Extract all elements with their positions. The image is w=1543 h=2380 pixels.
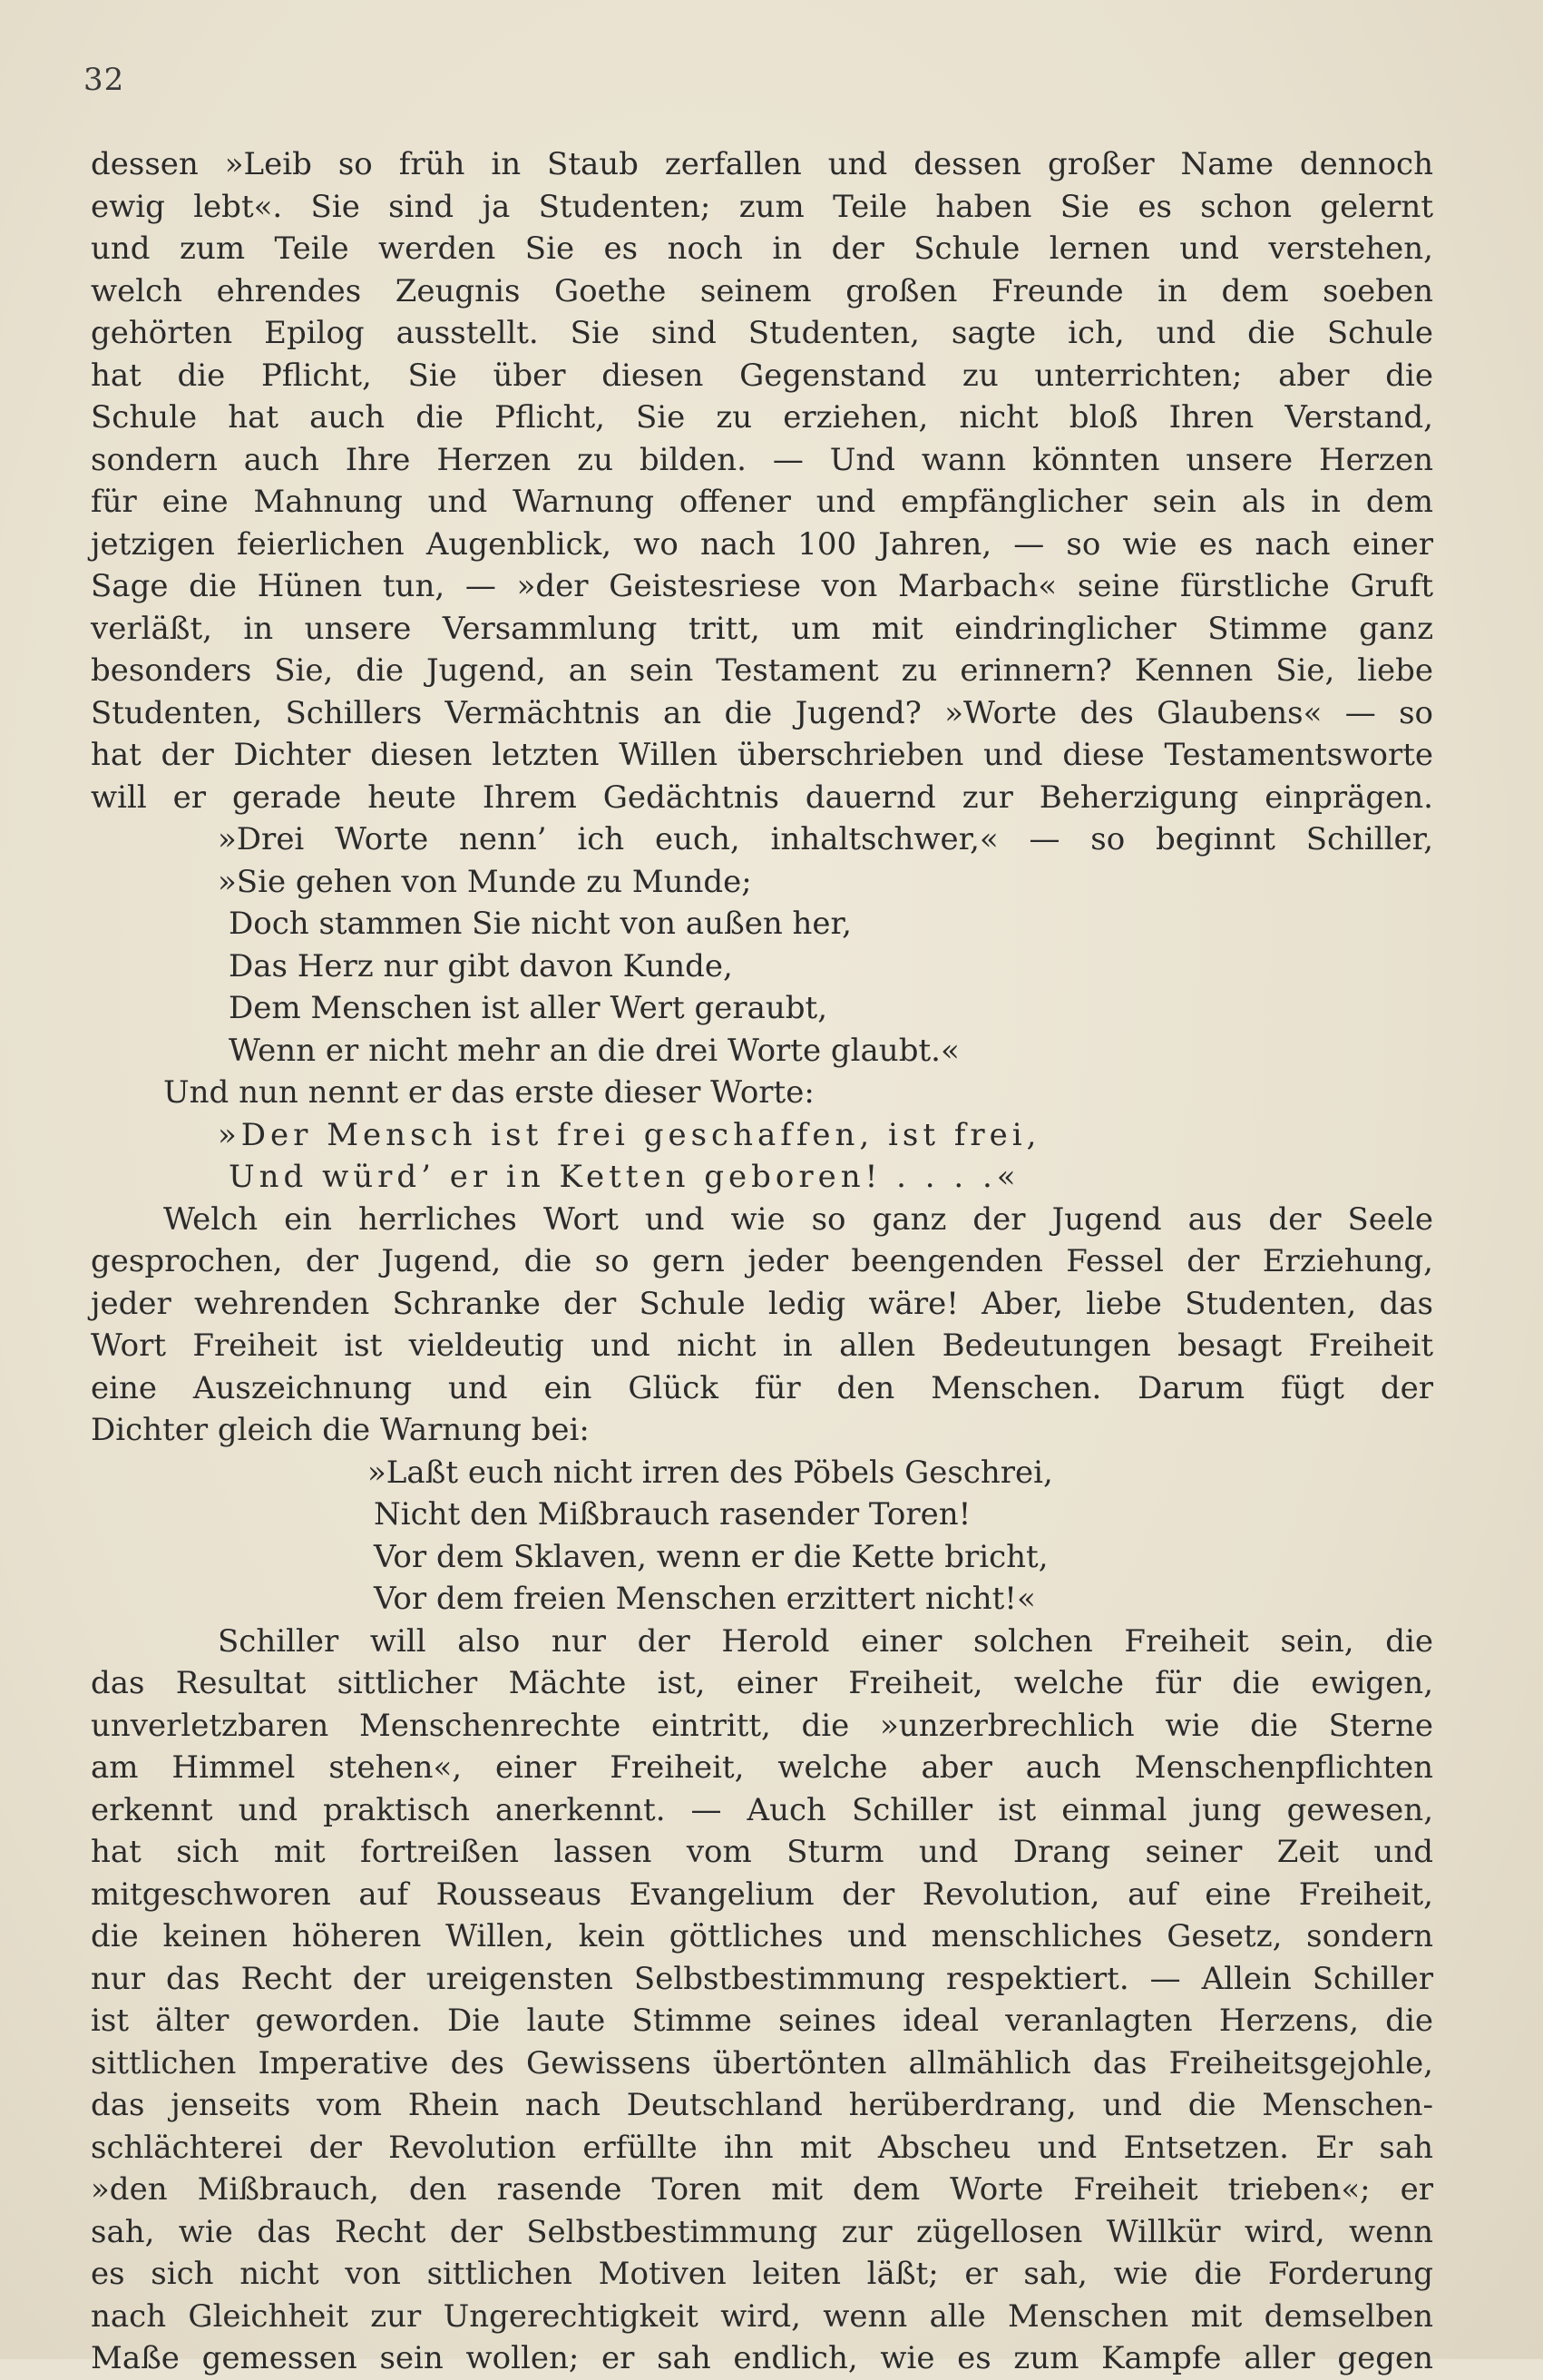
text-line: »den Mißbrauch, den rasende Toren mit dem Worte Freiheit trieben«; er [91, 2171, 1433, 2208]
text-line: ewig lebt«. Sie sind ja Studenten; zum Teile haben Sie es schon gelernt [91, 188, 1433, 225]
verse-line: Wenn er nicht mehr an die drei Worte glaubt.« [229, 1032, 960, 1069]
text-line: gesprochen, der Jugend, die so gern jeder beengenden Fessel der Erziehung, [91, 1243, 1433, 1279]
text-line: Studenten, Schillers Vermächtnis an die Jugend? »Worte des Glaubens« — so [91, 694, 1433, 731]
text-line: eine Auszeichnung und ein Glück für den Menschen. Darum fügt der [91, 1369, 1433, 1406]
text-line: nach Gleichheit zur Ungerechtigkeit wird, wenn alle Menschen mit demselben [91, 2297, 1433, 2335]
text-line: Schule hat auch die Pflicht, Sie zu erziehen, nicht bloß Ihren Verstand, [91, 399, 1433, 436]
text-line: Schiller will also nur der Herold einer solchen Freiheit sein, die [218, 1622, 1433, 1660]
text-line: gehörten Epilog ausstellt. Sie sind Studenten, sagte ich, und die Schule [91, 315, 1433, 351]
text-line: will er gerade heute Ihrem Gedächtnis dauernd zur Beherzigung einprägen. [91, 779, 1433, 816]
text-line: nur das Recht der ureigensten Selbstbestimmung respektiert. — Allein Schiller [91, 1960, 1433, 1997]
text-line: erkennt und praktisch anerkennt. — Auch Schiller ist einmal jung gewesen, [91, 1791, 1433, 1828]
text-line: mitgeschworen auf Rousseaus Evangelium der Revolution, auf eine Freiheit, [91, 1876, 1433, 1913]
text-line: hat der Dichter diesen letzten Willen überschrieben und diese Testamentsworte [91, 737, 1433, 773]
text-line: es sich nicht von sittlichen Motiven leiten läßt; er sah, wie die Forderung [91, 2256, 1433, 2292]
verse-line: »Sie gehen von Munde zu Munde; [218, 863, 752, 900]
text-line: verläßt, in unsere Versammlung tritt, um mit eindringlicher Stimme ganz [91, 610, 1433, 647]
text-line: Welch ein herrliches Wort und wie so ganz der Jugend aus der Seele [163, 1200, 1433, 1238]
text-line: Maße gemessen sein wollen; er sah endlich, wie es zum Kampfe aller gegen [91, 2340, 1433, 2376]
verse-line: Das Herz nur gibt davon Kunde, [229, 947, 733, 984]
page-number: 32 [83, 62, 125, 98]
text-line: hat sich mit fortreißen lassen vom Sturm und Drang seiner Zeit und [91, 1834, 1433, 1870]
text-line: das Resultat sittlicher Mächte ist, einer Freiheit, welche für die ewigen, [91, 1665, 1433, 1701]
text-line: hat die Pflicht, Sie über diesen Gegenstand zu unterrichten; aber die [91, 357, 1433, 394]
text-line: unverletzbaren Menschenrechte eintritt, die »unzerbrechlich wie die Sterne [91, 1707, 1433, 1744]
text-line: besonders Sie, die Jugend, an sein Testament zu erinnern? Kennen Sie, liebe [91, 652, 1433, 689]
text-line: und zum Teile werden Sie es noch in der Schule lernen und verstehen, [91, 230, 1433, 267]
text-line: am Himmel stehen«, einer Freiheit, welche aber auch Menschenpflichten [91, 1749, 1433, 1786]
quote-intro-line: Und nun nennt er das erste dieser Worte: [163, 1074, 815, 1111]
verse-intro-line: »Drei Worte nenn’ ich euch, inhaltschwer,« — so beginnt Schiller, [218, 821, 1433, 857]
verse-line: Nicht den Mißbrauch rasender Toren! [374, 1496, 972, 1533]
text-line: das jenseits vom Rhein nach Deutschland herüberdrang, und die Menschen- [91, 2087, 1433, 2123]
verse-line: Dem Menschen ist aller Wert geraubt, [229, 990, 828, 1026]
text-line: sondern auch Ihre Herzen zu bilden. — Und wann könnten unsere Herzen [91, 441, 1433, 478]
text-line: dessen »Leib so früh in Staub zerfallen und dessen großer Name dennoch [91, 146, 1433, 182]
text-line: schlächterei der Revolution erfüllte ihn mit Abscheu und Entsetzen. Er sah [91, 2129, 1433, 2166]
verse-line: »Laßt euch nicht irren des Pöbels Geschrei, [367, 1454, 1053, 1491]
body-text [91, 143, 1433, 2380]
text-line: Wort Freiheit ist vieldeutig und nicht in allen Bedeutungen besagt Freiheit [91, 1327, 1433, 1364]
text-line: welch ehrendes Zeugnis Goethe seinem großen Freunde in dem soeben [91, 272, 1433, 309]
verse-line: Vor dem freien Menschen erzittert nicht!« [374, 1581, 1036, 1617]
text-line: jetzigen feierlichen Augenblick, wo nach 100 Jahren, — so wie es nach einer [91, 525, 1433, 563]
text-line: sittlichen Imperative des Gewissens übertönten allmählich das Freiheitsgejohle, [91, 2044, 1433, 2081]
text-line: jeder wehrenden Schranke der Schule ledig wäre! Aber, liebe Studenten, das [91, 1285, 1433, 1322]
quote-line: Und würd’ er in Ketten geboren! . . . .« [229, 1159, 1021, 1195]
text-line: sah, wie das Recht der Selbstbestimmung zur zügellosen Willkür wird, wenn [91, 2213, 1433, 2250]
text-line: ist älter geworden. Die laute Stimme seines ideal veranlagten Herzens, die [91, 2003, 1433, 2039]
text-line: Dichter gleich die Warnung bei: [91, 1412, 590, 1448]
text-line: für eine Mahnung und Warnung offener und empfänglicher sein als in dem [91, 484, 1433, 520]
quote-line: »Der Mensch ist frei geschaffen, ist frei, [218, 1116, 1041, 1153]
text-line: Sage die Hünen tun, — »der Geistesriese von Marbach« seine fürstliche Gruft [91, 568, 1433, 604]
verse-line: Doch stammen Sie nicht von außen her, [229, 906, 852, 942]
verse-line: Vor dem Sklaven, wenn er die Kette bricht, [374, 1538, 1049, 1575]
text-line: die keinen höheren Willen, kein göttliches und menschliches Gesetz, sondern [91, 1918, 1433, 1954]
